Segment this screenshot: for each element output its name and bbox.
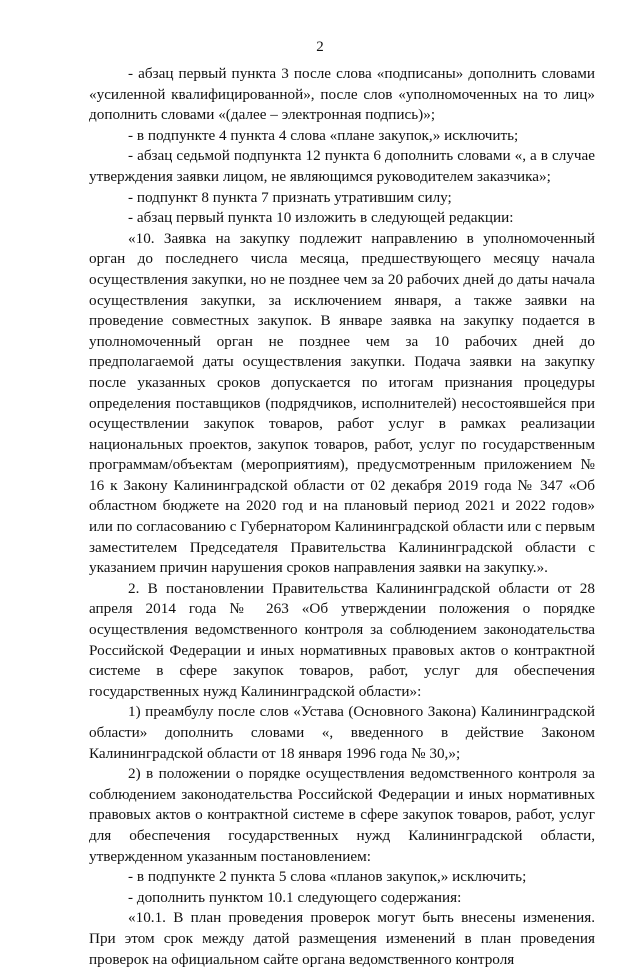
document-body — [89, 64, 595, 970]
paragraph-amend-item-4: - в подпункте 4 пункта 4 слова «плане закупок,» исключить; — [128, 126, 519, 144]
paragraph-item-10-1-text: «10.1. В план проведения проверок могут быть внесены изменения. При этом срок между датой размещения изменений в план проведения проверок на официальном сайте органа ведомственного контроля — [89, 909, 595, 968]
paragraph-amend-item-5: - в подпункте 2 пункта 5 слова «планов закупок,» исключить; — [128, 868, 527, 886]
paragraph-preamble-amend: 1) преамбулу после слов «Устава (Основного Закона) Калининградской области» дополнить словами «, введенного в действие Законом Калининградской области от 18 января 1996 года № 30,»; — [89, 703, 595, 762]
paragraph-add-item-10-1: - дополнить пунктом 10.1 следующего содержания: — [128, 888, 462, 906]
paragraph-regulation-amend: 2) в положении о порядке осуществления ведомственного контроля за соблюдением законодательства Российской Федерации и иных нормативных правовых актов о контрактной системе в сфере закупок товаров, работ, услуг для обеспечения государственных нужд Калининградской области, утвержденном указанным постановлением: — [89, 765, 595, 865]
paragraph-amend-item-7: - подпункт 8 пункта 7 признать утратившим силу; — [128, 188, 452, 206]
paragraph-section-2: 2. В постановлении Правительства Калининградской области от 28 апреля 2014 года № 263 «Об утверждении положения о порядке осуществления ведомственного контроля за соблюдением законодательства Российской Федерации и иных нормативных правовых актов о контрактной системе в сфере закупок товаров, работ, услуг для обеспечения государственных нужд Калининградской области»: — [89, 579, 595, 700]
paragraph-amend-item-3: - абзац первый пункта 3 после слова «подписаны» дополнить словами «усиленной квалифицированной», после слов «уполномоченных на то лиц» дополнить словами «(далее – электронная подпись)»; — [89, 65, 595, 124]
paragraph-amend-item-10: - абзац первый пункта 10 изложить в следующей редакции: — [128, 209, 514, 227]
paragraph-amend-item-6: - абзац седьмой подпункта 12 пункта 6 дополнить словами «, а в случае утверждения заявки лицом, не являющимся руководителем заказчика»; — [89, 147, 595, 185]
page-number: 2 — [316, 39, 324, 55]
paragraph-item-10-text: «10. Заявка на закупку подлежит направлению в уполномоченный орган до последнего числа месяца, предшествующего месяцу начала осуществления закупки, но не позднее чем за 20 рабочих дней до даты начала осуществления закупки, за исключением января, а также заявки на проведение совместных закупок. В январе заявка на закупку подается в уполномоченный орган не позднее чем за 10 рабочих дней до предполагаемой даты осуществления закупки. Подача заявки на закупку после указанных сроков допускается по итогам признания процедуры определения поставщиков (подрядчиков, исполнителей) несостоявшейся при осуществлении закупок товаров, работ услуг в рамках реализации национальных проектов, закупок товаров, работ, услуг по государственным программам/объектам (мероприятиям), предусмотренным приложением № 16 к Закону Калининградской области от 02 декабря 2019 года № 347 «Об областном бюджете на 2020 год и на плановый период 2021 и 2022 годов» или по согласованию с Губернатором Калининградской области или с первым заместителем Председателя Правительства Калининградской области с указанием причин нарушения сроков направления заявки на закупку.». — [89, 229, 595, 577]
